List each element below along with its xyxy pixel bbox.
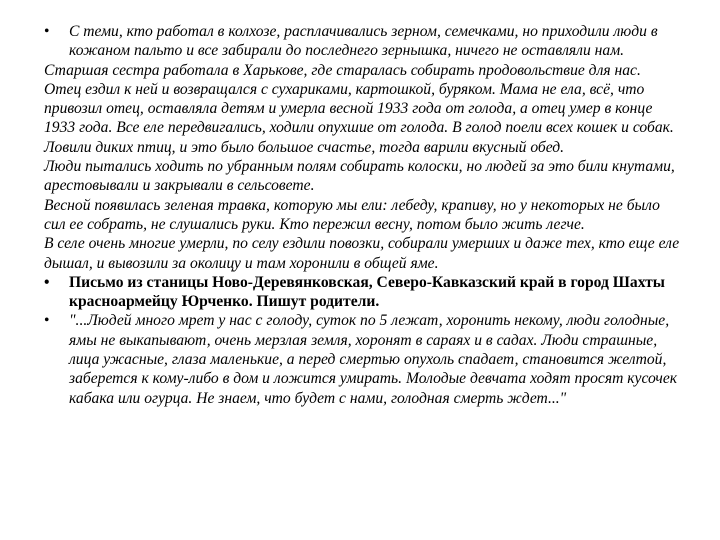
paragraph-fields: Люди пытались ходить по убранным полям собирать колоски, но людей за это били кнутами, арестовывали и закрывали в сельсовете. bbox=[44, 158, 675, 195]
paragraph-text: С теми, кто работал в колхозе, расплачивались зерном, семечками, но приходили люди в кожаном пальто и все забирали до последнего зернышка, ничего не оставляли нам. bbox=[69, 23, 658, 60]
paragraph-text: "...Людей много мрет у нас с голоду, суток по 5 лежат, хоронить некому, люди голодные, ямы не выкапывают, очень мерзлая земля, хоронят в сараях и в садах. Люди страшные, лица ужасные, глаза маленькие, а перед смертью опухоль спадает, становится желтой, заберется к кому-либо в дом и ложится умирать. Молодые девчата ходят просят кусочек кабака или огурца. Не знаем, что будет с нами, голодная смерть ждет..." bbox=[69, 312, 678, 407]
paragraph-text: Письмо из станицы Ново-Деревянковская, Северо-Кавказский край в город Шахты красноармейцу Юрченко. Пишут родители. bbox=[69, 273, 665, 311]
paragraph-village: В селе очень многие умерли, по селу ездили повозки, собирали умерших и даже тех, кто еще еле дышал, и вывозили за околицу и там хоронили в общей яме. bbox=[44, 235, 680, 272]
paragraph-letter-heading bbox=[44, 273, 680, 312]
text-body bbox=[44, 22, 680, 408]
paragraph-sister: Старшая сестра работала в Харькове, где старалась собирать продовольствие для нас. Отец ездил к ней и возвращался с сухариками, картошкой, буряком. Мама не ела, всё, что привозил отец, оставляла детям и умерла весной 1933 года от голода, а отец умер в конце 1933 года. Все еле передвигались, ходили опухшие от голода. В голод поели всех кошек и собак. Ловили диких птиц, и это было большое счастье, тогда варили вкусный обед. bbox=[44, 61, 674, 156]
paragraph-bullet-1 bbox=[44, 22, 680, 61]
bullet-marker: • bbox=[44, 23, 50, 40]
paragraph-letter-quote bbox=[44, 311, 680, 407]
bullet-marker: • bbox=[44, 312, 50, 330]
paragraph-spring: Весной появилась зеленая травка, которую мы ели: лебеду, крапиву, но у некоторых не было сил ее собрать, не слушались руки. Кто пережил весну, потом было жить легче. bbox=[44, 196, 660, 233]
bullet-marker: • bbox=[44, 273, 50, 291]
